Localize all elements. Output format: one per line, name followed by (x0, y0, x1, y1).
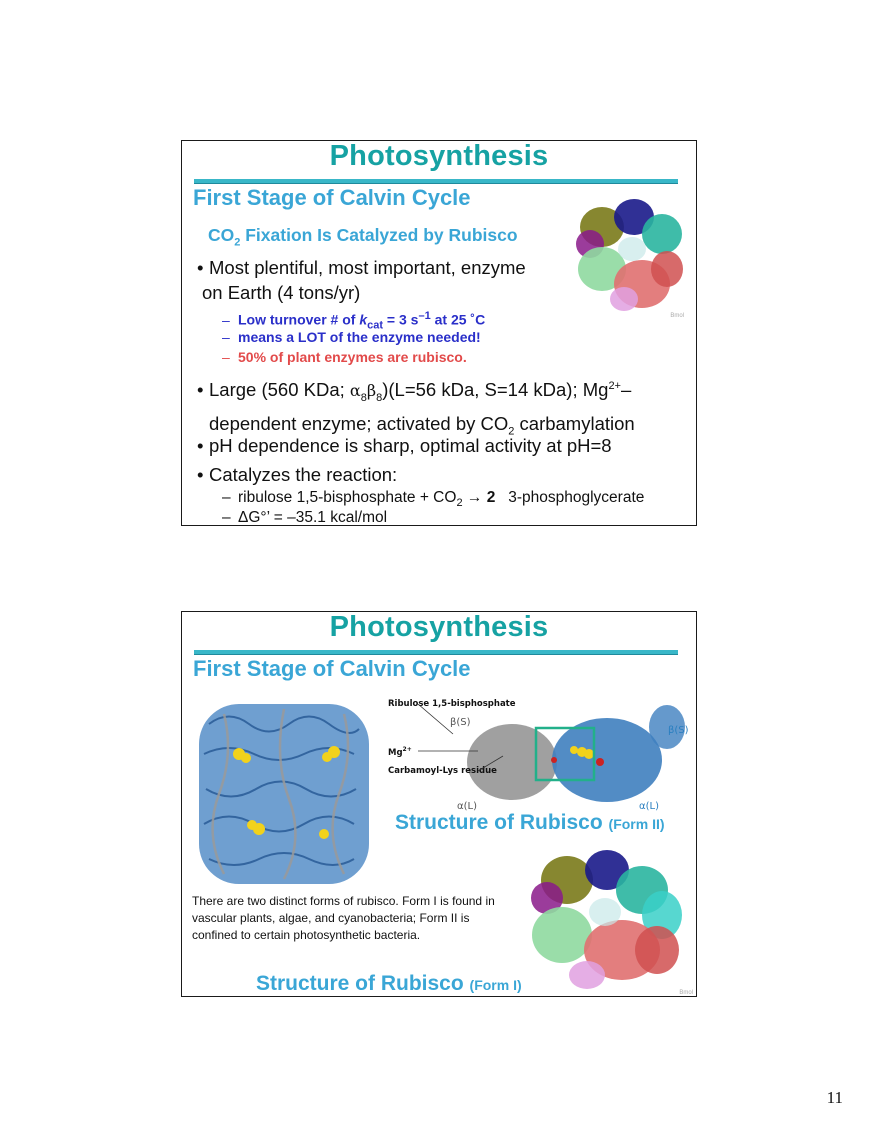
beta-symbol: β (366, 381, 377, 401)
label-ribulose: Ribulose 1,5-bisphosphate (388, 699, 516, 709)
caption-form-label: (Form I) (469, 977, 522, 993)
title-underline (194, 179, 678, 184)
sub-bullet-text: Low turnover # of (238, 311, 360, 328)
bullet-1 (197, 255, 526, 305)
bullet-text-rest: )(L=56 kDa, S=14 kDa); Mg (382, 379, 609, 401)
caption-text: Structure of Rubisco (395, 811, 603, 834)
bullet-text: pH dependence is sharp, optimal activity at pH=8 (209, 435, 612, 456)
sub-bullet-3 (222, 347, 467, 367)
mg-charge: 2+ (402, 746, 412, 753)
co2-subscript: 2 (508, 425, 515, 438)
alpha-symbol: α (349, 381, 361, 401)
mg-charge: 2+ (608, 380, 621, 392)
dash: – (222, 489, 231, 506)
stage-heading: First Stage of Calvin Cycle (193, 656, 471, 681)
sub-bullet-text-end: at 25 ˚C (430, 311, 486, 328)
k-symbol: k (359, 311, 368, 328)
sub-bullet-text: 50% of plant enzymes are rubisco. (238, 349, 467, 365)
bullet-dot: • (197, 257, 204, 278)
dash: – (222, 509, 231, 526)
bullet-dot: • (197, 435, 204, 456)
slide-2 (181, 611, 697, 997)
sub-bullet-text: means a LOT of the enzyme needed! (238, 329, 481, 345)
forms-note: There are two distinct forms of rubisco. Form I is found in vascular plants, algae, and cyanobacteria; Form II is confined to certain photosynthetic bacteria. (192, 894, 495, 942)
sub-bullet-2 (222, 327, 481, 347)
reaction-product: 3-phosphoglycerate (508, 489, 645, 506)
label-alpha-l-left: α(L) (457, 801, 477, 812)
bullet-text-cont: on Earth (4 tons/yr) (202, 282, 361, 303)
rubisco-hexadecamer-image (184, 694, 384, 894)
coefficient: 2 (486, 489, 496, 506)
mg-text: Mg (388, 747, 403, 758)
slide-title: Photosynthesis (329, 140, 549, 172)
page-number: 11 (826, 1088, 843, 1107)
caption-form-label: (Form II) (608, 816, 665, 832)
bullet-text: Catalyzes the reaction: (209, 464, 398, 485)
label-beta-s-right: β(S) (668, 725, 689, 736)
bullet-dash: – (620, 379, 632, 401)
image-credit: Bmol (679, 990, 693, 996)
label-beta-s-left: β(S) (450, 717, 471, 728)
bullet-3 (197, 433, 612, 458)
protein-ribbon-cluster (576, 199, 683, 311)
dash: – (222, 311, 230, 328)
title-underline (194, 650, 678, 655)
co2-subscript: 2 (456, 497, 463, 510)
bullet-dot: • (197, 464, 204, 485)
caption-text: Structure of Rubisco (256, 972, 464, 995)
pointer-lines (418, 704, 508, 774)
bullet-text: dependent enzyme; activated by CO (209, 412, 509, 434)
subheading-subscript: 2 (234, 236, 241, 249)
slide-1 (181, 140, 697, 526)
bullet-text: Large (560 KDa; (209, 379, 350, 401)
bullet-text-end: carbamylation (514, 412, 635, 434)
dash: – (222, 329, 230, 345)
caption-form-ii (395, 811, 665, 835)
label-carbamoyl: Carbamoyl-Lys residue (388, 766, 497, 776)
dash: – (222, 349, 230, 365)
label-alpha-l-right: α(L) (639, 801, 659, 812)
label-mg (388, 746, 412, 758)
cat-subscript: cat (367, 319, 384, 332)
sub-bullet-text-mid: = 3 s (383, 311, 419, 328)
bullet-text: Most plentiful, most important, enzyme (209, 257, 526, 278)
delta-g-text: ΔG°’ = –35.1 kcal/mol (238, 509, 388, 526)
rubisco-form-i-image (572, 189, 690, 319)
delta-g-line (222, 508, 387, 526)
subheading-text-rest: Fixation Is Catalyzed by Rubisco (240, 225, 518, 245)
slide-title: Photosynthesis (329, 611, 549, 643)
arrow-right-icon: → (466, 489, 483, 506)
subheading (208, 225, 518, 249)
bullet-4 (197, 462, 397, 487)
stage-heading: First Stage of Calvin Cycle (193, 185, 471, 210)
subscript-8: 8 (376, 391, 383, 404)
reaction-text: ribulose 1,5-bisphosphate + CO (238, 489, 457, 506)
rubisco-form-i-image (517, 840, 697, 996)
exponent: –1 (418, 310, 431, 322)
caption-form-i (256, 972, 522, 996)
bullet-dot: • (197, 379, 204, 401)
subscript-8: 8 (360, 391, 367, 404)
subheading-text: CO (208, 225, 235, 245)
image-credit: Bmol (670, 313, 684, 319)
